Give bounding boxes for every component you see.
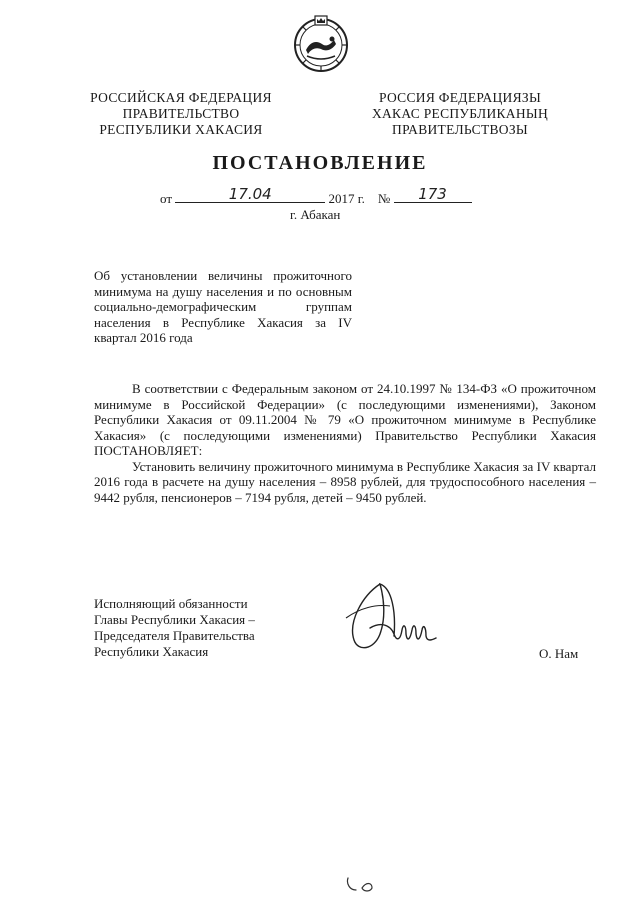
coat-of-arms-icon (292, 14, 350, 72)
signature-title (94, 596, 255, 660)
header-right-line: ПРАВИТЕЛЬСТВОЗЫ (392, 122, 528, 137)
document-body (94, 381, 596, 505)
signature-title-line: Республики Хакасия (94, 644, 209, 659)
document-subject: Об установлении величины прожиточного минимума на душу населения и по основным социально-демографическим группам населения в Республике Хакасия за IV квартал 2016 года (94, 268, 352, 345)
signer-name: О. Нам (539, 646, 579, 661)
year-label: 2017 г. (328, 191, 365, 206)
signature-title-line: Главы Республики Хакасия – (94, 612, 255, 627)
header-left (86, 90, 276, 138)
handwritten-signature (340, 578, 450, 660)
body-paragraph: Установить величину прожиточного минимума в Республике Хакасия за IV квартал 2016 года в расчете на душу населения – 8958 рублей, для трудоспособного населения – 9442 рубля, пенсионеров – 7194 рубля, детей – 9450 рублей. (94, 458, 596, 505)
signature-title-line: Председателя Правительства (94, 628, 255, 643)
number-handwritten: 173 (418, 185, 447, 203)
header-left-line: РЕСПУБЛИКИ ХАКАСИЯ (99, 122, 263, 137)
header-left-line: РОССИЙСКАЯ ФЕДЕРАЦИЯ (90, 90, 272, 105)
body-paragraph: В соответствии с Федеральным законом от 24.10.1997 № 134-ФЗ «О прожиточном минимуме в Российской Федерации» (с последующими изменениями), Законом Республики Хакасия от 09.11.2004 № 79 «О прожиточном минимуме в Республике Хакасия» (с последующими изменениями) Правительство Республики Хакасия ПОСТАНОВЛЯЕТ: (94, 381, 596, 458)
signature-title-line: Исполняющий обязанности (94, 596, 248, 611)
header-right-line: ХАКАС РЕСПУБЛИКАНЫҢ (371, 106, 549, 121)
number-label: № (377, 191, 391, 206)
city: г. Абакан (290, 207, 341, 222)
header-right-line: РОССИЯ ФЕДЕРАЦИЯЗЫ (378, 90, 542, 105)
date-prefix: от (160, 191, 173, 206)
handwritten-page-mark (342, 870, 378, 894)
document-title: ПОСТАНОВЛЕНИЕ (212, 152, 428, 174)
header-left-line: ПРАВИТЕЛЬСТВО (122, 106, 240, 121)
date-handwritten: 17.04 (228, 185, 272, 203)
date-line (160, 185, 472, 207)
header-right (360, 90, 560, 138)
number-blank (394, 185, 472, 203)
date-blank (175, 185, 325, 203)
